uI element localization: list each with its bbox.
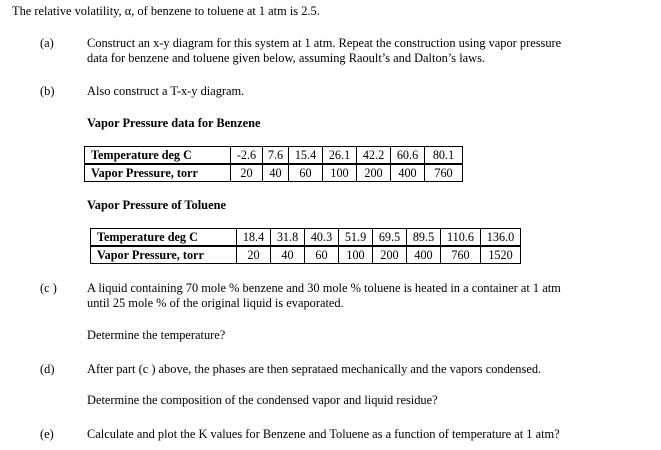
table-cell: 100 bbox=[339, 246, 373, 264]
part-c-line2: until 25 mole % of the original liquid is evaporated. bbox=[87, 296, 344, 310]
table-cell: 40.3 bbox=[305, 229, 339, 247]
table-cell: 31.8 bbox=[271, 229, 305, 247]
table-cell: 26.1 bbox=[323, 147, 357, 165]
table-cell: 42.2 bbox=[357, 147, 391, 165]
table-row bbox=[91, 246, 521, 264]
toluene-table-title: Vapor Pressure of Toluene bbox=[87, 198, 226, 212]
row-header-pressure: Vapor Pressure, torr bbox=[91, 246, 237, 264]
table-cell: 15.4 bbox=[289, 147, 323, 165]
part-b-label: (b) bbox=[40, 84, 55, 98]
toluene-vapor-pressure-table bbox=[90, 228, 521, 264]
table-cell: 760 bbox=[441, 246, 481, 264]
table-cell: 60 bbox=[289, 164, 323, 182]
table-cell: 40 bbox=[271, 246, 305, 264]
table-cell: 136.0 bbox=[481, 229, 521, 247]
part-a-line1: Construct an x-y diagram for this system at 1 atm. Repeat the construction using vapor pressure bbox=[87, 36, 562, 50]
table-cell: 7.6 bbox=[263, 147, 289, 165]
table-row bbox=[85, 164, 463, 182]
table-row bbox=[91, 229, 521, 247]
table-cell: 89.5 bbox=[407, 229, 441, 247]
part-a-line2: data for benzene and toluene given below, assuming Raoult’s and Dalton’s laws. bbox=[87, 51, 486, 65]
table-cell: 1520 bbox=[481, 246, 521, 264]
part-b-text: Also construct a T-x-y diagram. bbox=[87, 84, 245, 98]
part-c-line1: A liquid containing 70 mole % benzene and 30 mole % toluene is heated in a container at 1 atm bbox=[87, 281, 561, 295]
part-e-text: Calculate and plot the K values for Benzene and Toluene as a function of temperature at 1 atm? bbox=[87, 427, 560, 441]
table-cell: 200 bbox=[357, 164, 391, 182]
table-cell: 400 bbox=[407, 246, 441, 264]
table-cell: 20 bbox=[237, 246, 271, 264]
table-cell: 18.4 bbox=[237, 229, 271, 247]
row-header-pressure: Vapor Pressure, torr bbox=[85, 164, 231, 182]
table-cell: 51.9 bbox=[339, 229, 373, 247]
table-cell: 80.1 bbox=[425, 147, 463, 165]
part-d-label: (d) bbox=[40, 362, 55, 376]
row-header-temperature: Temperature deg C bbox=[85, 147, 231, 165]
part-d-question: Determine the composition of the condensed vapor and liquid residue? bbox=[87, 393, 438, 407]
part-a-label: (a) bbox=[40, 36, 54, 50]
part-d-text: After part (c ) above, the phases are then seprataed mechanically and the vapors condensed. bbox=[87, 362, 542, 376]
table-cell: 20 bbox=[231, 164, 263, 182]
table-cell: 110.6 bbox=[441, 229, 481, 247]
table-cell: 60.6 bbox=[391, 147, 425, 165]
table-cell: 200 bbox=[373, 246, 407, 264]
part-e-label: (e) bbox=[40, 427, 54, 441]
benzene-table-title: Vapor Pressure data for Benzene bbox=[87, 116, 261, 130]
table-cell: 100 bbox=[323, 164, 357, 182]
benzene-vapor-pressure-table bbox=[84, 146, 463, 182]
table-cell: 760 bbox=[425, 164, 463, 182]
table-cell: 69.5 bbox=[373, 229, 407, 247]
table-cell: 400 bbox=[391, 164, 425, 182]
table-cell: 60 bbox=[305, 246, 339, 264]
part-c-label: (c ) bbox=[40, 281, 57, 295]
row-header-temperature: Temperature deg C bbox=[91, 229, 237, 247]
table-cell: 40 bbox=[263, 164, 289, 182]
intro-text: The relative volatility, α, of benzene to toluene at 1 atm is 2.5. bbox=[12, 4, 320, 18]
table-row bbox=[85, 147, 463, 165]
part-c-question: Determine the temperature? bbox=[87, 328, 226, 342]
table-cell: -2.6 bbox=[231, 147, 263, 165]
